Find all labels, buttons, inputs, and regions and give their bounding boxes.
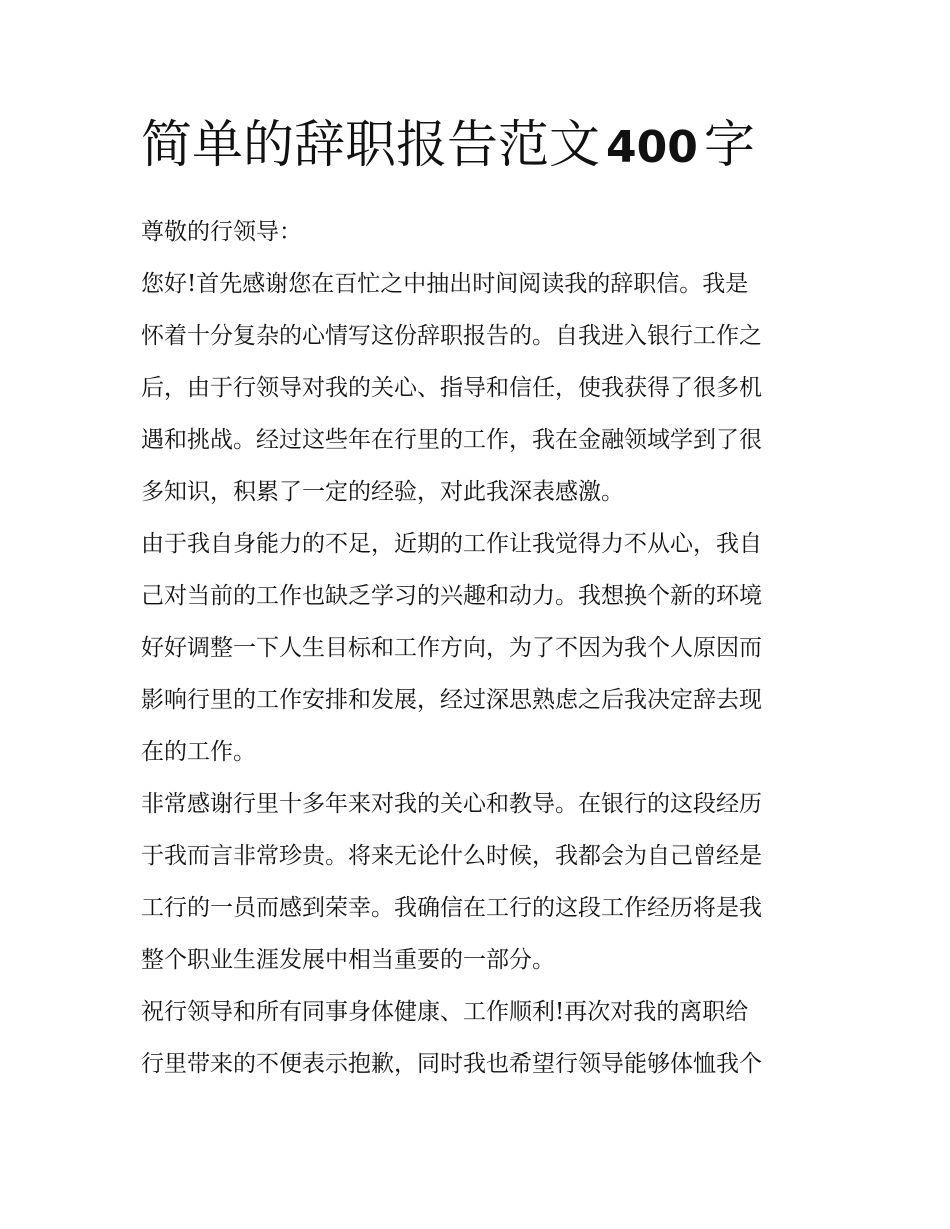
text-line: 由于我自身能力的不足，近期的工作让我觉得力不从心，我自 — [141, 531, 762, 557]
text-line: 怀着十分复杂的心情写这份辞职报告的。自我进入银行工作之 — [141, 323, 762, 349]
text-line: 您好!首先感谢您在百忙之中抽出时间阅读我的辞职信。我是 — [141, 271, 749, 297]
text-line: 于我而言非常珍贵。将来无论什么时候，我都会为自己曾经是 — [141, 843, 762, 869]
text-line: 祝行领导和所有同事身体健康、工作顺利!再次对我的离职给 — [141, 999, 749, 1025]
text-line: 好好调整一下人生目标和工作方向，为了不因为我个人原因而 — [141, 635, 762, 661]
paragraph-4 — [141, 986, 817, 1090]
title-number: 400 — [606, 122, 698, 173]
text-line: 己对当前的工作也缺乏学习的兴趣和动力。我想换个新的环境 — [141, 583, 762, 609]
paragraph-3 — [141, 778, 817, 986]
text-line: 非常感谢行里十多年来对我的关心和教导。在银行的这段经历 — [141, 791, 762, 817]
title-prefix: 简单的辞职报告范文 — [141, 116, 601, 175]
paragraph-2 — [141, 518, 817, 778]
text-line: 工行的一员而感到荣幸。我确信在工行的这段工作经历将是我 — [141, 895, 762, 921]
salutation: 尊敬的行领导： — [141, 219, 302, 245]
text-line: 整个职业生涯发展中相当重要的一部分。 — [141, 947, 555, 973]
text-line: 后，由于行领导对我的关心、指导和信任，使我获得了很多机 — [141, 375, 762, 401]
text-line: 遇和挑战。经过这些年在行里的工作，我在金融领域学到了很 — [141, 427, 762, 453]
title-suffix: 字 — [703, 116, 755, 175]
document-body — [141, 112, 817, 1090]
text-line: 在的工作。 — [141, 739, 256, 765]
text-line: 行里带来的不便表示抱歉，同时我也希望行领导能够体恤我个 — [141, 1051, 762, 1077]
text-line: 多知识，积累了一定的经验，对此我深表感激。 — [141, 479, 624, 505]
text-line: 影响行里的工作安排和发展，经过深思熟虑之后我决定辞去现 — [141, 687, 762, 713]
paragraph-1 — [141, 258, 817, 518]
document-title — [141, 112, 817, 182]
